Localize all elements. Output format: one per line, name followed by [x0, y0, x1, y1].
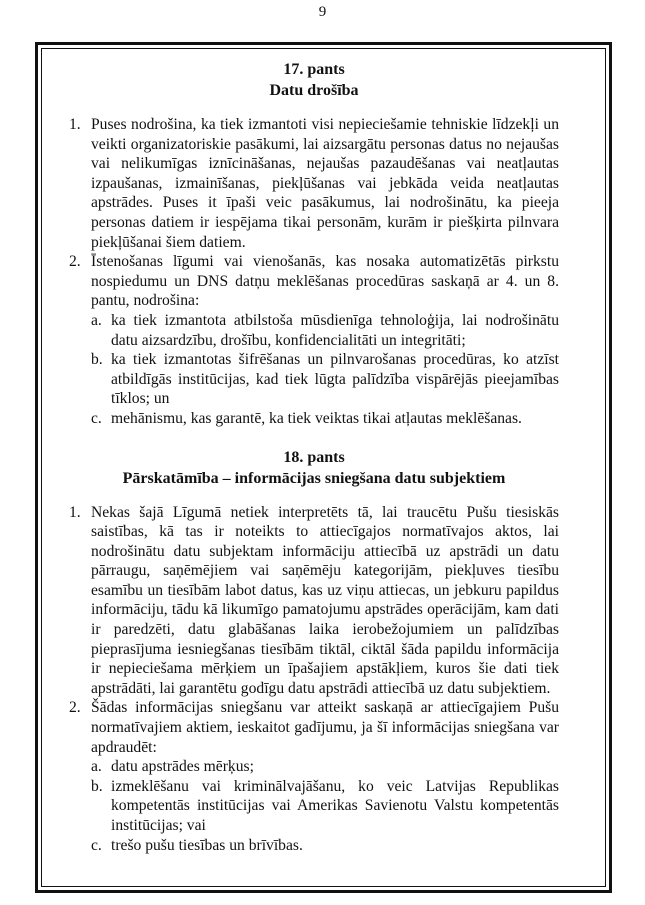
list-item: [69, 252, 559, 311]
article-number: 17. pants: [283, 61, 345, 78]
sub-item-text: datu apstrādes mērķus;: [111, 758, 254, 776]
article-title: Pārskatāmība – informācijas sniegšana datu subjektiem: [122, 469, 506, 487]
list-item: [69, 115, 559, 252]
sub-item-letter: b.: [91, 777, 103, 795]
sub-item-text: mehānismu, kas garantē, ka tiek veiktas tikai atļautas meklēšanas.: [111, 409, 522, 427]
article-17: [69, 59, 559, 429]
article-number: 18. pants: [283, 448, 345, 466]
sub-item: [91, 409, 559, 429]
item-text: Nekas šajā Līgumā netiek interpretēts tā, lai traucētu Pušu tiesiskās saistības, kā tas ir noteikts to attiecīgajos normatīvajos aktos, lai nodrošinātu datu subjektam informāciju attiecībā uz apstrādi un datu pārraugu, saņēmējiem vai saņēmēju kategorijām, piekļuves tiesību esamību un tiesībām labot datus, kas uz viņu attiecas, un jebkuru papildus informāciju, tādu kā likumīgo pamatojumu apstrādes operācijām, kam dati ir paredzēti, datu glabāšanas laika ierobežojumiem un palīdzības pieprasījuma iesniegšanas tiesībām tiktāl, ciktāl šāda papildu informācija ir nepieciešama mērķiem un īpašajiem apstākļiem, kuros šie dati tiek apstrādāti, lai garantētu godīgu datu apstrādi attiecībā uz datu subjektiem.: [91, 503, 559, 697]
item-number: 2.: [69, 253, 81, 271]
item-number: 2.: [69, 699, 81, 717]
list-item: [69, 698, 559, 757]
sub-item-text: ka tiek izmantotas šifrēšanas un pilnvarošanas procedūras, ko atzīst atbildīgās institūcijas, kad tiek lūgta palīdzība vispārējās pieejamības tīklos; un: [111, 351, 559, 408]
sub-item-letter: c.: [91, 836, 102, 854]
item-number: 1.: [69, 503, 81, 521]
document-body: [69, 59, 559, 855]
item-text: Šādas informācijas sniegšanu var atteikt saskaņā ar attiecīgajiem Pušu normatīvajiem aktiem, ieskaitot gadījumu, ja šī informācijas sniegšana var apdraudēt:: [91, 699, 559, 756]
document-frame: [35, 42, 612, 893]
sub-item-text: izmeklēšanu vai kriminālvajāšanu, ko veic Latvijas Republikas kompetentās institūcijas vai Amerikas Savienotu Valstu kompetentās institūcijas; vai: [111, 777, 559, 834]
sub-item: [91, 350, 559, 409]
sub-item-letter: b.: [91, 351, 103, 369]
list-item: [69, 503, 559, 699]
sub-item: [91, 777, 559, 836]
article-18: [69, 447, 559, 856]
article-title: Datu drošība: [269, 82, 359, 99]
sub-item-letter: a.: [91, 311, 102, 329]
sub-item-letter: c.: [91, 409, 102, 427]
item-number: 1.: [69, 116, 81, 133]
sub-item-letter: a.: [91, 758, 102, 776]
sub-item: [91, 836, 559, 856]
sub-item-text: trešo pušu tiesības un brīvības.: [111, 836, 303, 854]
sub-item: [91, 311, 559, 350]
sub-item-text: ka tiek izmantota atbilstoša mūsdienīga tehnoloģija, lai nodrošinātu datu aizsardzību, drošību, konfidencialitāti un integritāti;: [111, 311, 559, 349]
item-text: Puses nodrošina, ka tiek izmantoti visi nepieciešamie tehniskie līdzekļi un veikti organizatoriskie pasākumi, lai aizsargātu personas datus no nejaušas vai nelikumīgas iznīcināšanas, nejaušas pazaudēšanas vai neatļautas izpaušanas, izmainīšanas, piekļūšanas vai jebkāda veida neatļautas apstrādes. Puses it īpaši veic pasākumus, lai nodrošinātu, ka pieeja personas datiem ir iespējama tikai personām, kurām ir piešķirta pilnvara piekļūšanai šiem datiem.: [91, 116, 559, 251]
sub-item: [91, 757, 559, 777]
page-number: 9: [318, 4, 327, 20]
item-text: Īstenošanas līgumi vai vienošanās, kas nosaka automatizētās pirkstu nospiedumu un DNS datņu meklēšanas procedūras saskaņā ar 4. un 8. pantu, nodrošina:: [91, 253, 559, 310]
